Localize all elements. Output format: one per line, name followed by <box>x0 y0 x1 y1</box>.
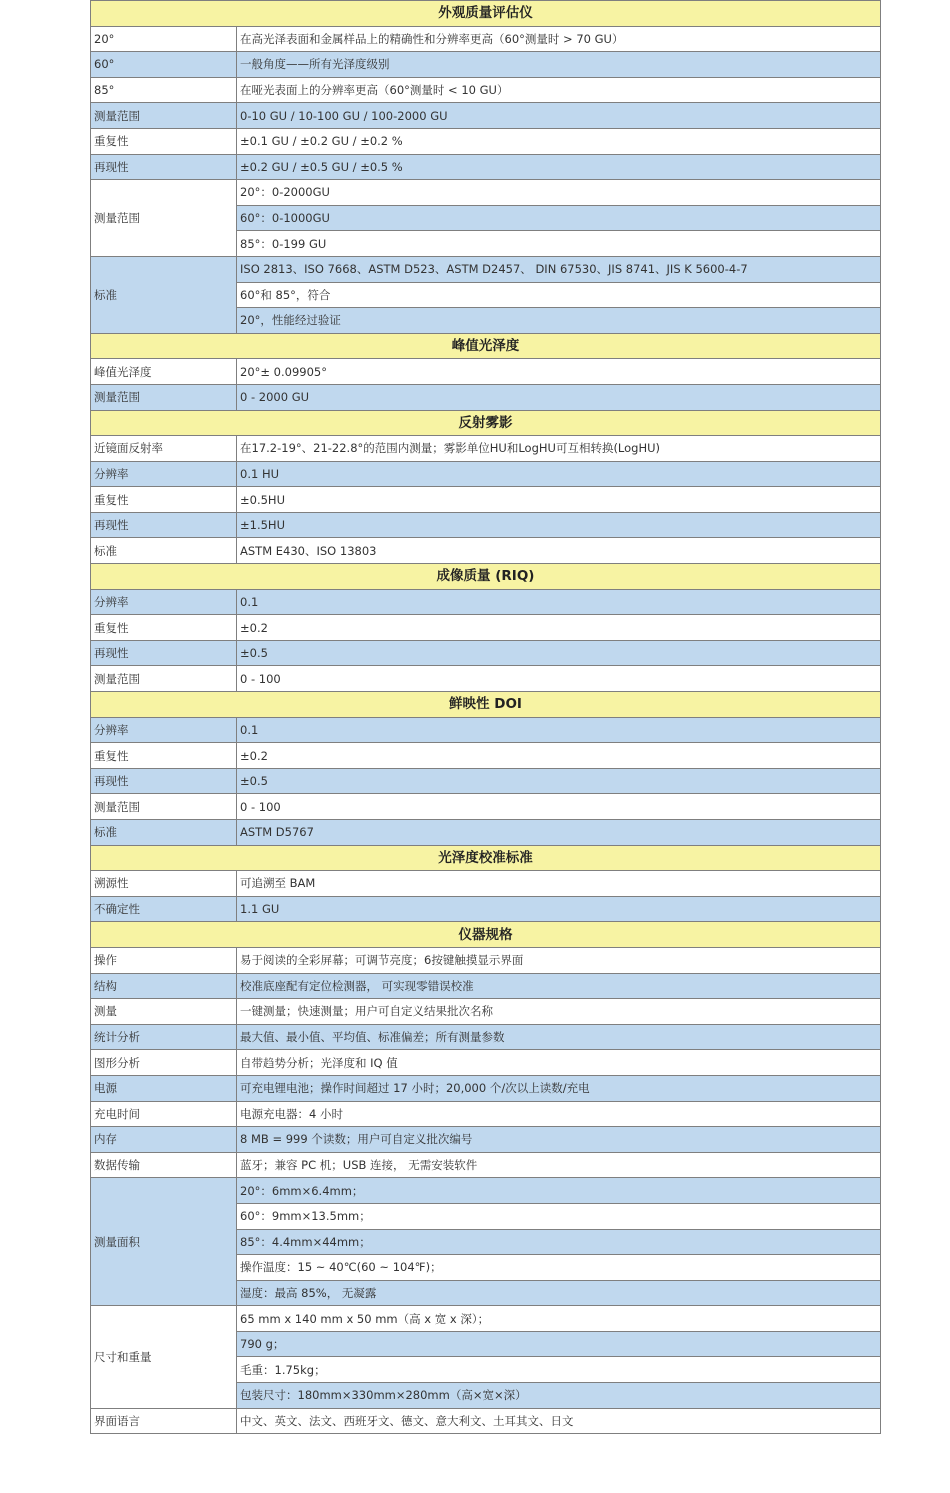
spec-label: 界面语言 <box>91 1408 237 1434</box>
spec-value: 85°：4.4mm×44mm； <box>237 1229 881 1255</box>
section-header-row <box>91 410 881 436</box>
spec-value: 易于阅读的全彩屏幕；可调节亮度；6按键触摸显示界面 <box>237 947 881 973</box>
spec-row <box>91 436 881 462</box>
spec-row <box>91 103 881 129</box>
section-header-row <box>91 922 881 948</box>
spec-row <box>91 1408 881 1434</box>
spec-label: 分辨率 <box>91 717 237 743</box>
spec-value: ASTM D5767 <box>237 820 881 846</box>
spec-value: 0.1 <box>237 589 881 615</box>
spec-label: 重复性 <box>91 128 237 154</box>
section-title: 成像质量 (RIQ) <box>91 564 881 590</box>
spec-row <box>91 896 881 922</box>
spec-row <box>91 1306 881 1332</box>
spec-value: 0-10 GU / 10-100 GU / 100-2000 GU <box>237 103 881 129</box>
spec-table-body <box>91 1 881 1434</box>
spec-label: 测量范围 <box>91 666 237 692</box>
spec-row <box>91 26 881 52</box>
spec-row <box>91 999 881 1025</box>
section-header-row <box>91 845 881 871</box>
spec-row <box>91 538 881 564</box>
spec-label: 不确定性 <box>91 896 237 922</box>
spec-value: 1.1 GU <box>237 896 881 922</box>
spec-row <box>91 128 881 154</box>
section-header-row <box>91 333 881 359</box>
spec-label: 测量面积 <box>91 1178 237 1306</box>
spec-row <box>91 52 881 78</box>
spec-label: 峰值光泽度 <box>91 359 237 385</box>
spec-value: 蓝牙；兼容 PC 机；USB 连接， 无需安装软件 <box>237 1152 881 1178</box>
spec-row <box>91 1178 881 1204</box>
spec-value: 包装尺寸：180mm×330mm×280mm（高×宽×深） <box>237 1383 881 1409</box>
spec-label: 标准 <box>91 538 237 564</box>
spec-row <box>91 359 881 385</box>
spec-table <box>90 0 881 1434</box>
spec-value: ±0.2 <box>237 615 881 641</box>
spec-value: 790 g； <box>237 1331 881 1357</box>
spec-label: 测量范围 <box>91 103 237 129</box>
spec-row <box>91 1101 881 1127</box>
spec-label: 电源 <box>91 1075 237 1101</box>
spec-row <box>91 794 881 820</box>
spec-value: 20°：0-2000GU <box>237 180 881 206</box>
spec-value: 校准底座配有定位检测器， 可实现零错误校准 <box>237 973 881 999</box>
spec-value: 一般角度——所有光泽度级别 <box>237 52 881 78</box>
spec-row <box>91 1075 881 1101</box>
spec-label: 重复性 <box>91 615 237 641</box>
spec-value: 60°：0-1000GU <box>237 205 881 231</box>
spec-value: 最大值、最小值、平均值、标准偏差；所有测量参数 <box>237 1024 881 1050</box>
spec-label: 重复性 <box>91 743 237 769</box>
spec-value: 20°，性能经过验证 <box>237 308 881 334</box>
spec-label: 充电时间 <box>91 1101 237 1127</box>
section-title: 外观质量评估仪 <box>91 1 881 27</box>
section-header-row <box>91 1 881 27</box>
spec-label: 测量 <box>91 999 237 1025</box>
spec-value: 60°：9mm×13.5mm； <box>237 1203 881 1229</box>
spec-label: 结构 <box>91 973 237 999</box>
spec-value: ±0.2 <box>237 743 881 769</box>
spec-label: 85° <box>91 77 237 103</box>
spec-value: 0 - 100 <box>237 666 881 692</box>
spec-value: ±0.1 GU / ±0.2 GU / ±0.2 % <box>237 128 881 154</box>
spec-value: 操作温度：15 ~ 40℃(60 ~ 104℉)； <box>237 1255 881 1281</box>
spec-value: 湿度：最高 85%， 无凝露 <box>237 1280 881 1306</box>
spec-label: 操作 <box>91 947 237 973</box>
spec-value: 在哑光表面上的分辨率更高（60°测量时 < 10 GU） <box>237 77 881 103</box>
spec-value: 85°：0-199 GU <box>237 231 881 257</box>
spec-value: 中文、英文、法文、西班牙文、德文、意大利文、土耳其文、日文 <box>237 1408 881 1434</box>
spec-row <box>91 640 881 666</box>
spec-row <box>91 154 881 180</box>
spec-value: 毛重：1.75kg； <box>237 1357 881 1383</box>
spec-row <box>91 589 881 615</box>
section-title: 光泽度校准标准 <box>91 845 881 871</box>
spec-row <box>91 1050 881 1076</box>
spec-row <box>91 487 881 513</box>
section-title: 反射雾影 <box>91 410 881 436</box>
spec-value: 电源充电器：4 小时 <box>237 1101 881 1127</box>
spec-row <box>91 717 881 743</box>
spec-label: 分辨率 <box>91 461 237 487</box>
spec-value: 0.1 <box>237 717 881 743</box>
spec-row <box>91 461 881 487</box>
spec-label: 60° <box>91 52 237 78</box>
spec-row <box>91 871 881 897</box>
spec-sheet <box>90 0 880 1434</box>
spec-label: 20° <box>91 26 237 52</box>
spec-label: 测量范围 <box>91 180 237 257</box>
spec-value: 0 - 100 <box>237 794 881 820</box>
spec-label: 分辨率 <box>91 589 237 615</box>
spec-row <box>91 1127 881 1153</box>
spec-row <box>91 384 881 410</box>
spec-row <box>91 743 881 769</box>
spec-label: 再现性 <box>91 512 237 538</box>
section-title: 仪器规格 <box>91 922 881 948</box>
spec-row <box>91 666 881 692</box>
spec-label: 数据传输 <box>91 1152 237 1178</box>
spec-value: 60°和 85°，符合 <box>237 282 881 308</box>
spec-value: ±0.2 GU / ±0.5 GU / ±0.5 % <box>237 154 881 180</box>
spec-label: 尺寸和重量 <box>91 1306 237 1408</box>
spec-value: 65 mm x 140 mm x 50 mm（高 x 宽 x 深）； <box>237 1306 881 1332</box>
spec-label: 再现性 <box>91 154 237 180</box>
spec-label: 标准 <box>91 256 237 333</box>
spec-label: 标准 <box>91 820 237 846</box>
spec-row <box>91 768 881 794</box>
spec-label: 再现性 <box>91 640 237 666</box>
spec-value: 0.1 HU <box>237 461 881 487</box>
spec-value: ±0.5 <box>237 768 881 794</box>
spec-value: 20°± 0.09905° <box>237 359 881 385</box>
spec-value: 在高光泽表面和金属样品上的精确性和分辨率更高（60°测量时 > 70 GU） <box>237 26 881 52</box>
spec-value: 8 MB = 999 个读数；用户可自定义批次编号 <box>237 1127 881 1153</box>
spec-row <box>91 180 881 206</box>
spec-label: 近镜面反射率 <box>91 436 237 462</box>
spec-value: ISO 2813、ISO 7668、ASTM D523、ASTM D2457、 DIN 67530、JIS 8741、JIS K 5600-4-7 <box>237 256 881 282</box>
spec-row <box>91 512 881 538</box>
spec-value: ASTM E430、ISO 13803 <box>237 538 881 564</box>
section-header-row <box>91 564 881 590</box>
spec-row <box>91 973 881 999</box>
spec-value: ±1.5HU <box>237 512 881 538</box>
spec-value: ±0.5 <box>237 640 881 666</box>
spec-value: 一键测量；快速测量；用户可自定义结果批次名称 <box>237 999 881 1025</box>
section-header-row <box>91 692 881 718</box>
spec-label: 再现性 <box>91 768 237 794</box>
spec-label: 统计分析 <box>91 1024 237 1050</box>
spec-row <box>91 1024 881 1050</box>
spec-row <box>91 256 881 282</box>
spec-value: 自带趋势分析；光泽度和 IQ 值 <box>237 1050 881 1076</box>
spec-value: 可追溯至 BAM <box>237 871 881 897</box>
spec-label: 溯源性 <box>91 871 237 897</box>
spec-row <box>91 77 881 103</box>
spec-label: 测量范围 <box>91 384 237 410</box>
spec-label: 图形分析 <box>91 1050 237 1076</box>
spec-value: 0 - 2000 GU <box>237 384 881 410</box>
spec-row <box>91 615 881 641</box>
spec-label: 内存 <box>91 1127 237 1153</box>
spec-row <box>91 820 881 846</box>
spec-row <box>91 947 881 973</box>
spec-label: 测量范围 <box>91 794 237 820</box>
spec-row <box>91 1152 881 1178</box>
section-title: 鲜映性 DOI <box>91 692 881 718</box>
spec-value: 可充电锂电池；操作时间超过 17 小时；20,000 个/次以上读数/充电 <box>237 1075 881 1101</box>
spec-value: 在17.2-19°、21-22.8°的范围内测量；雾影单位HU和LogHU可互相转换(LogHU) <box>237 436 881 462</box>
section-title: 峰值光泽度 <box>91 333 881 359</box>
spec-label: 重复性 <box>91 487 237 513</box>
spec-value: 20°：6mm×6.4mm； <box>237 1178 881 1204</box>
spec-value: ±0.5HU <box>237 487 881 513</box>
